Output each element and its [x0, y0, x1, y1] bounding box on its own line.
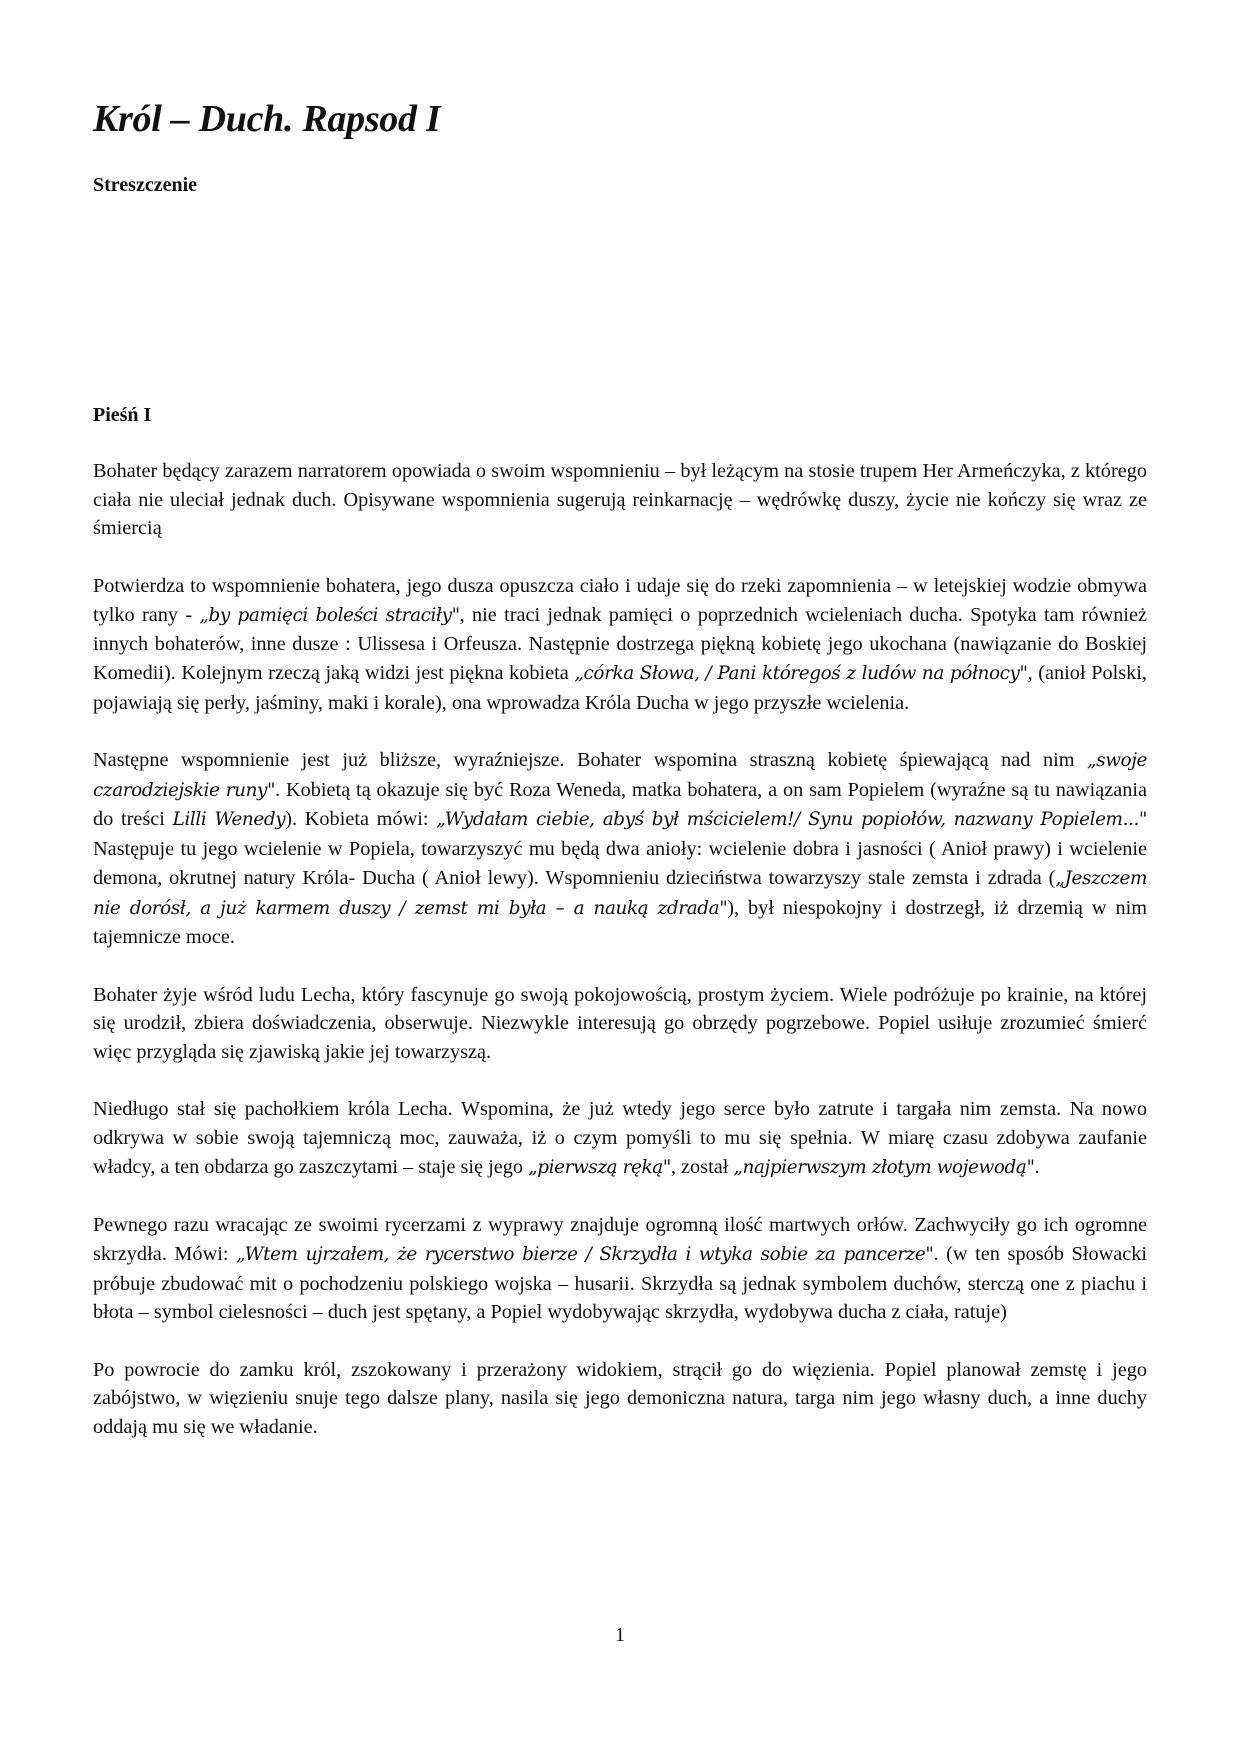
text-segment: Potwierdza to wspomnienie bohatera, jego dusza opuszcza ciało i udaje się do rzeki zapomnienia – w letejskiej wodzie obmywa tylko rany -: [93, 574, 1147, 626]
text-segment: , został: [670, 1155, 734, 1178]
document-title: Król – Duch. Rapsod I: [93, 98, 441, 140]
paragraph: [93, 1095, 1147, 1182]
text-segment: , nie traci jednak pamięci o poprzednich wcieleniach ducha. Spotyka tam również innych bohaterów, inne dusze : Ulissesa i Orfeusza. Następnie dostrzega piękną kobietę jego ukochana (nawiązanie do Boskiej Komedii). Kolejnym rzeczą jaką widzi jest piękna kobieta: [93, 603, 1147, 684]
text-segment: Bohater żyje wśród ludu Lecha, który fascynuje go swoją pokojowością, prostym życiem. Wiele podróżuje po krainie, na której się urodził, zbiera doświadczenia, obserwuje. Niezwykle interesują go obrzędy pogrzebowe. Popiel usiłuje zrozumieć śmierć więc przygląda się zjawiską jakie jej towarzyszą.: [93, 983, 1147, 1064]
page-number: 1: [615, 1624, 625, 1646]
quoted-text: „córka Słowa, / Pani któregoś z ludów na północy": [574, 662, 1028, 684]
document-subtitle: Streszczenie: [93, 174, 198, 196]
text-segment: Bohater będący zarazem narratorem opowiada o swoim wspomnieniu – był leżącym na stosie trupem Her Armeńczyka, z którego ciała nie uleciał jednak duch. Opisywane wspomnienia sugerują reinkarnację – wędrówkę duszy, życie nie kończy się wraz ze śmiercią: [93, 460, 1147, 540]
text-segment: . Kobietą tą okazuje się być Roza Weneda, matka bohatera, a on sam Popielem (wyraźne są tu nawiązania do treści: [93, 778, 1147, 831]
quoted-text: Lilli Wenedy: [172, 809, 286, 831]
paragraph: [93, 572, 1147, 718]
text-segment: .: [1034, 1155, 1040, 1178]
paragraph: [93, 457, 1147, 543]
quoted-text: „Jeszczem nie dorósł, a już karmem duszy / zemst mi była – a nauką zdrada": [93, 867, 1147, 919]
quoted-text: „swoje czarodziejskie runy": [93, 750, 1147, 801]
body-text: [93, 457, 1147, 1471]
text-segment: Niedługo stał się pachołkiem króla Lecha. Wspomina, że już wtedy jego serce było zatrute i targała nim zemsta. Na nowo odkrywa w sobie swoją tajemniczą moc, zauważa, iż o czym pomyśli to mu się spełnia. W miarę czasu zdobywa zaufanie władcy, a ten obdarza go zaszczytami – staje się jego: [93, 1098, 1147, 1178]
text-segment: . (w ten sposób Słowacki próbuje zbudować mit o pochodzeniu polskiego wojska – husarii. Skrzydła są jednak symbolem duchów, sterczą one z piachu i błota – symbol cielesności – duch jest spętany, a Popiel wydobywając skrzydła, wydobywa ducha z ciała, ratuje): [93, 1242, 1148, 1324]
text-segment: Następne wspomnienie jest już bliższe, wyraźniejsze. Bohater wspomina straszną kobietę śpiewającą nad nim: [93, 749, 1088, 771]
paragraph: [93, 746, 1147, 952]
paragraph: [93, 1356, 1147, 1442]
quoted-text: „pierwszą ręką": [528, 1156, 671, 1178]
text-segment: ), był niespokojny i dostrzegł, iż drzemią w nim tajemnicze moce.: [93, 896, 1147, 949]
quoted-text: „najpierwszym złotym wojewodą": [733, 1156, 1035, 1178]
quoted-text: „by pamięci boleści straciły": [199, 604, 460, 626]
text-segment: , (anioł Polski, pojawiają się perły, jaśminy, maki i korale), ona wprowadza Króla Ducha w jego przyszłe wcielenia.: [93, 661, 1147, 714]
quoted-text: „Wydałam ciebie, abyś był mścicielem!/ Synu popiołów, nazwany Popielem...": [436, 809, 1147, 831]
text-segment: ). Kobieta mówi:: [285, 808, 437, 831]
quoted-text: „Wtem ujrzałem, że rycerstwo bierze / Skrzydła i wtyka sobie za pancerze": [236, 1243, 934, 1265]
text-segment: Następuje tu jego wcielenie w Popiela, towarzyszyć mu będą dwa anioły: wcielenie dobra i jasności ( Anioł prawy) i wcielenie demona, okrutnej natury Króla- Ducha ( Anioł lewy). Wspomnieniu dzieciństwa towarzyszy stale zemsta i zdrada (: [93, 838, 1147, 889]
section-heading: Pieśń I: [93, 404, 152, 426]
paragraph: [93, 981, 1147, 1067]
text-segment: Pewnego razu wracając ze swoimi rycerzami z wyprawy znajduje ogromną ilość martwych orłów. Zachwyciły go ich ogromne skrzydła. Mówi:: [93, 1214, 1147, 1265]
text-segment: Po powrocie do zamku król, zszokowany i przerażony widokiem, strącił go do więzienia. Popiel planował zemstę i jego zabójstwo, w więzieniu snuje tego dalsze plany, nasila się jego demoniczna natura, targa nim jego własny duch, a inne duchy oddają mu się we władanie.: [93, 1358, 1147, 1439]
paragraph: [93, 1211, 1147, 1327]
